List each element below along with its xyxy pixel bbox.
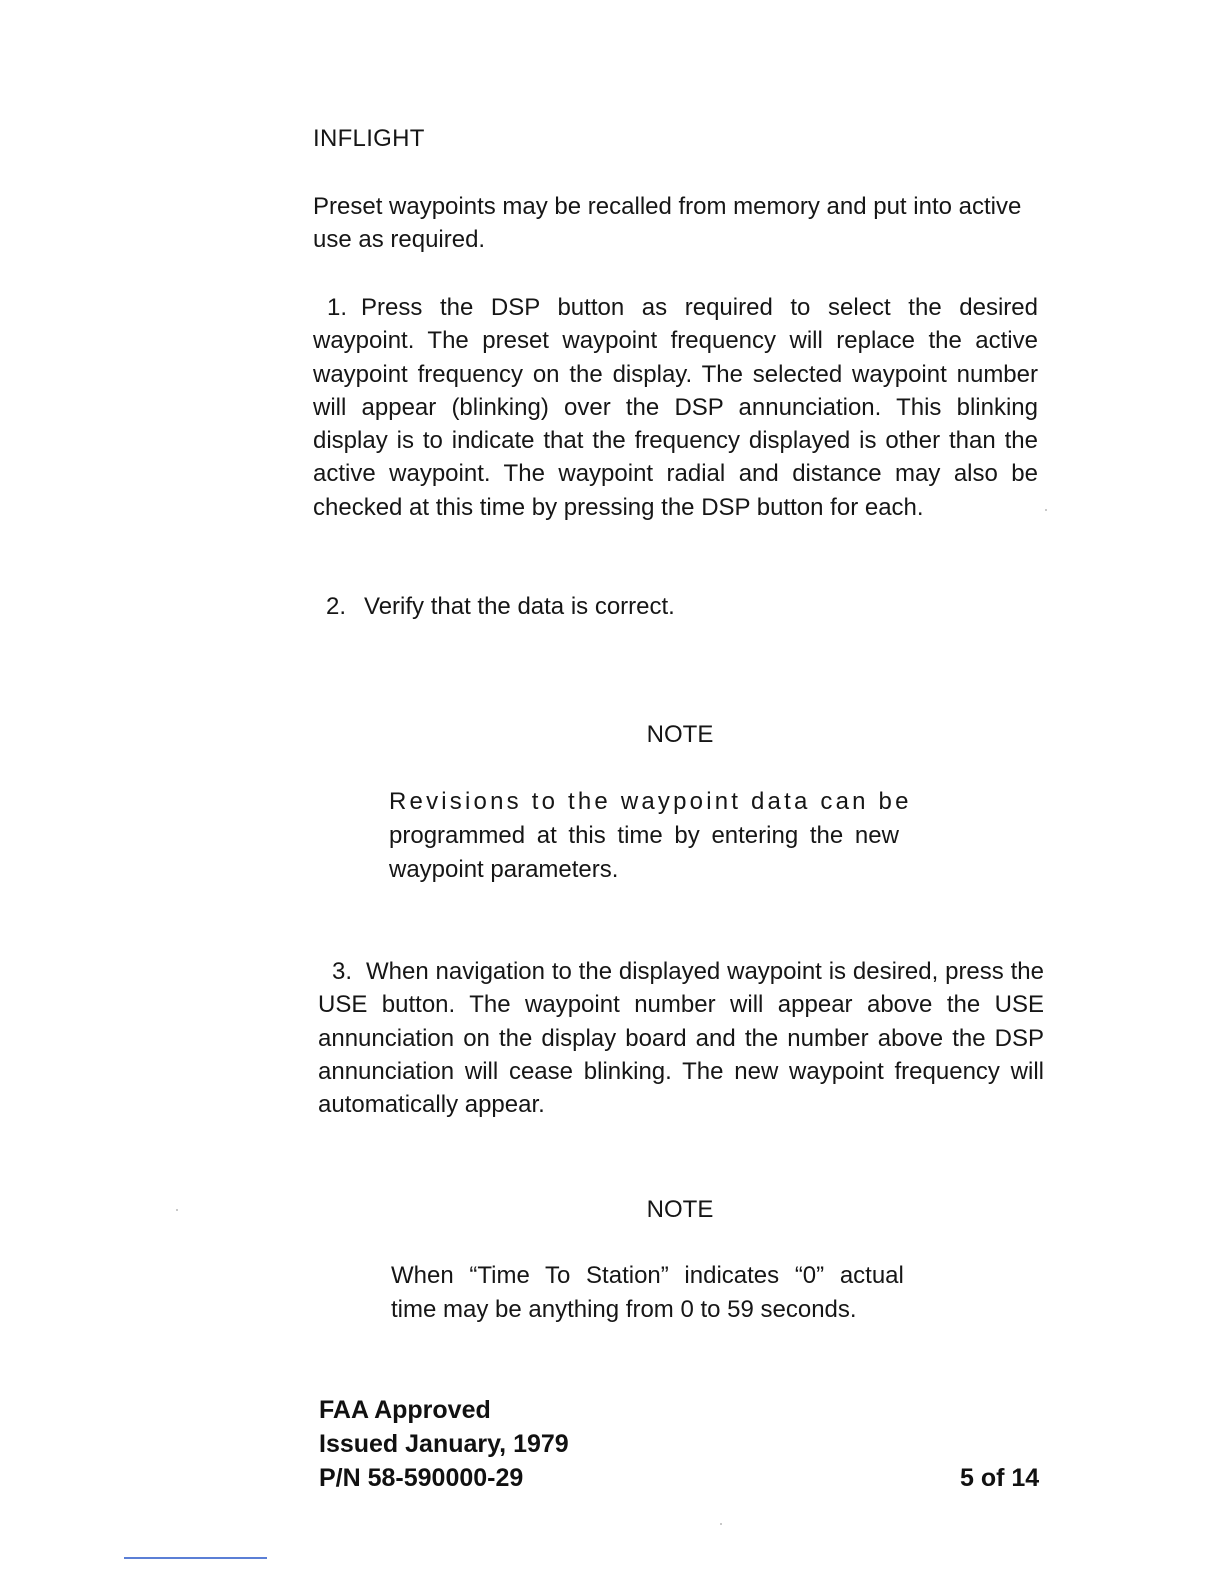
note-1-line-3: waypoint parameters. — [389, 856, 619, 883]
footer-block — [319, 1393, 569, 1495]
scan-speck — [1045, 509, 1047, 511]
note-1-body — [389, 785, 973, 887]
section-heading: INFLIGHT — [313, 125, 425, 152]
issue-date: Issued January, 1979 — [319, 1430, 569, 1458]
page-number: 5 of 14 — [960, 1464, 1040, 1492]
scan-speck — [176, 1209, 178, 1211]
intro-paragraph: Preset waypoints may be recalled from memory and put into active use as required. — [313, 193, 1022, 254]
note-2-line-2: time may be anything from 0 to 59 seconds. — [391, 1296, 857, 1323]
step-2 — [326, 590, 1026, 623]
step-1-text: Press the DSP button as required to select the desired waypoint. The preset waypoint frequency will replace the active waypoint frequency on the display. The selected waypoint number will appear (blinking) over the DSP annunciation. This blinking display is to indicate that the frequency displayed is other than the active waypoint. The waypoint radial and distance may also be checked at this time by pressing the DSP button for each. — [313, 294, 1038, 521]
step-3-number: 3. — [332, 958, 353, 985]
note-2-title: NOTE — [646, 1196, 714, 1223]
faa-approval: FAA Approved — [319, 1396, 491, 1424]
scan-speck — [720, 1523, 722, 1525]
note-1-title: NOTE — [646, 721, 714, 748]
note-2-line-1: When “Time To Station” indicates “0” actual — [391, 1262, 904, 1289]
step-1-number: 1. — [327, 294, 348, 321]
note-1-line-1: Revisions to the waypoint data can be — [389, 788, 912, 815]
note-2-body — [391, 1259, 975, 1327]
step-3 — [318, 955, 1044, 1121]
part-number: P/N 58-590000-29 — [319, 1464, 524, 1492]
scan-edge-line — [124, 1557, 267, 1559]
step-2-number: 2. — [326, 593, 347, 620]
note-1-line-2: programmed at this time by entering the new — [389, 822, 899, 849]
step-2-text: Verify that the data is correct. — [364, 593, 675, 620]
step-1 — [313, 291, 1038, 524]
step-3-text: When navigation to the displayed waypoint is desired, press the USE button. The waypoint number will appear above the USE annunciation on the display board and the number above the DSP annunciation will cease blinking. The new waypoint frequency will automatically appear. — [318, 958, 1044, 1119]
